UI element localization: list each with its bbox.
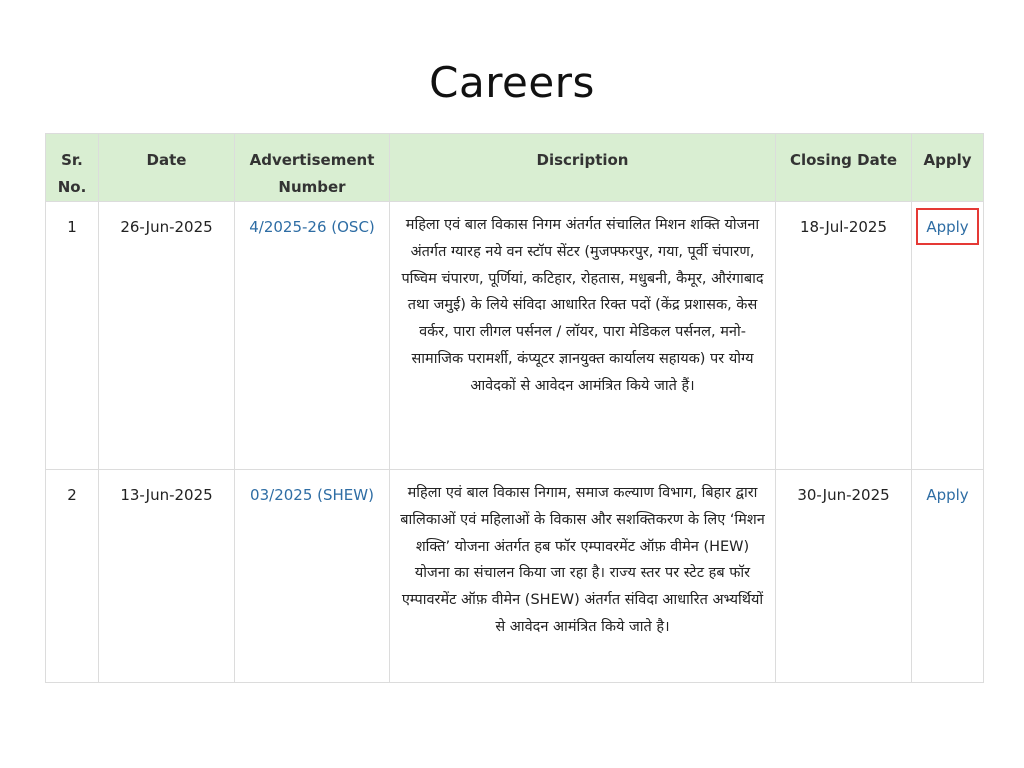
- cell-description: महिला एवं बाल विकास निगम अंतर्गत संचालित मिशन शक्ति योजना अंतर्गत ग्यारह नये वन स्टॉप सेंटर (मुजफ्फरपुर, गया, पूर्वी चंपारण, पष्चिम चंपारण, पूर्णियां, कटिहार, रोहतास, मधुबनी, कैमूर, औरंगाबाद तथा जमुई) के लिये संविदा आधारित रिक्त पदों (केंद्र प्रशासक, केस वर्कर, पारा लीगल पर्सनल / लॉयर, पारा मेडिकल पर्सनल, मनो-सामाजिक परामर्शी, कंप्यूटर ज्ञानयुक्त कार्यालय सहायक) पर योग्य आवेदकों से आवेदन आमंत्रित किये जाते हैं।: [390, 202, 776, 470]
- advertisement-link[interactable]: 03/2025 (SHEW): [250, 486, 374, 504]
- cell-closing-date: 18-Jul-2025: [776, 202, 912, 470]
- cell-description: महिला एवं बाल विकास निगाम, समाज कल्याण विभाग, बिहार द्वारा बालिकाओं एवं महिलाओं के विकास और सशक्तिकरण के लिए ‘मिशन शक्ति’ योजना अंतर्गत हब फॉर एम्पावरमेंट ऑफ़ वीमेन (HEW) योजना का संचालन किया जा रहा है। राज्य स्तर पर स्टेट हब फॉर एम्पावरमेंट ऑफ़ वीमेन (SHEW) अंतर्गत संविदा आधारित अभ्यर्थियों से आवेदन आमंत्रित किये जाते है।: [390, 470, 776, 683]
- cell-sr-no: 1: [46, 202, 99, 470]
- cell-apply: [912, 202, 984, 470]
- header-date: Date: [99, 134, 235, 202]
- cell-advertisement-number: [235, 470, 390, 683]
- header-closing-date: Closing Date: [776, 134, 912, 202]
- table-row: [46, 202, 984, 470]
- table-header-row: [46, 134, 984, 202]
- advertisement-link[interactable]: 4/2025-26 (OSC): [249, 218, 375, 236]
- cell-closing-date: 30-Jun-2025: [776, 470, 912, 683]
- table-row: [46, 470, 984, 683]
- cell-date: 13-Jun-2025: [99, 470, 235, 683]
- cell-date: 26-Jun-2025: [99, 202, 235, 470]
- apply-button[interactable]: Apply: [926, 486, 969, 504]
- page-title: Careers: [429, 58, 595, 107]
- header-sr-no: Sr. No.: [46, 134, 99, 202]
- careers-table: [45, 133, 984, 683]
- header-apply: Apply: [912, 134, 984, 202]
- cell-advertisement-number: [235, 202, 390, 470]
- cell-apply: [912, 470, 984, 683]
- header-advertisement-number: Advertisement Number: [235, 134, 390, 202]
- apply-button[interactable]: Apply: [916, 208, 979, 245]
- cell-sr-no: 2: [46, 470, 99, 683]
- header-description: Discription: [390, 134, 776, 202]
